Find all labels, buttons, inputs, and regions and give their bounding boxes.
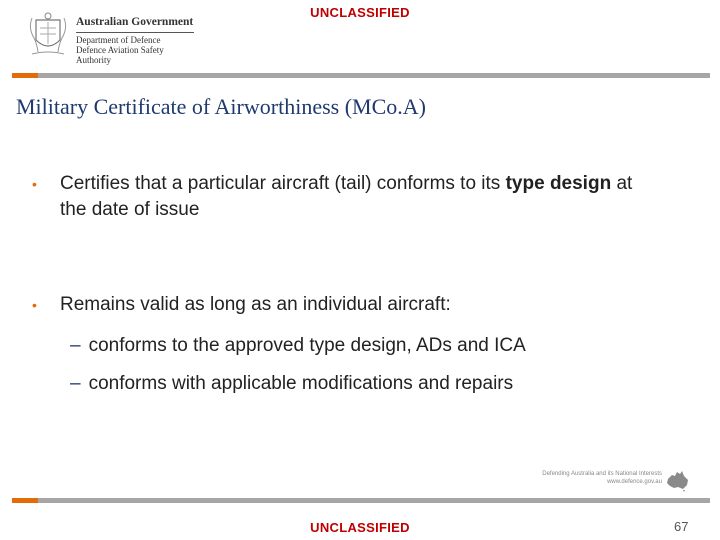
authority-name: Defence Aviation Safety Authority <box>76 45 164 65</box>
dash-icon: – <box>70 335 81 356</box>
government-name: Australian Government <box>76 16 194 28</box>
department-name: Department of Defence <box>76 35 161 45</box>
footer-brand <box>540 470 690 494</box>
footer-url: www.defence.gov.au <box>607 479 662 485</box>
footer-rule-accent <box>12 498 38 503</box>
sub-bullet-text: conforms to the approved type design, ADs and ICA <box>88 335 526 356</box>
bullet-remains-valid <box>32 292 662 318</box>
sub-bullet-type-design <box>70 333 526 359</box>
classification-bottom: UNCLASSIFIED <box>310 520 410 535</box>
sub-bullet-modifications <box>70 371 513 397</box>
government-logo <box>26 10 196 65</box>
bullet-text: Remains valid as long as an individual aircraft: <box>60 294 451 315</box>
header-rule-accent <box>12 73 38 78</box>
bullet-text-end: at the date of issue <box>60 173 633 220</box>
tagline-text: Defending Australia and its National Interests <box>542 471 662 477</box>
bullet-dot-icon: • <box>32 297 37 313</box>
footer-rule <box>12 498 710 503</box>
bullet-text-bold: type design <box>505 173 612 194</box>
classification-top: UNCLASSIFIED <box>310 5 410 20</box>
dash-icon: – <box>70 373 81 394</box>
bullet-text-start: Certifies that a particular aircraft (tail) conforms to its <box>60 173 506 194</box>
logo-divider <box>76 32 194 33</box>
bullet-certifies <box>32 171 662 223</box>
slide-title: Military Certificate of Airworthiness (MCo.A) <box>16 94 426 119</box>
header-rule <box>12 73 710 78</box>
bullet-dot-icon: • <box>32 176 37 192</box>
page-number: 67 <box>674 519 689 534</box>
sub-bullet-text: conforms with applicable modifications and repairs <box>88 373 514 394</box>
coat-of-arms-icon <box>26 10 70 60</box>
footer-tagline <box>540 470 662 486</box>
australia-map-icon <box>666 470 690 492</box>
